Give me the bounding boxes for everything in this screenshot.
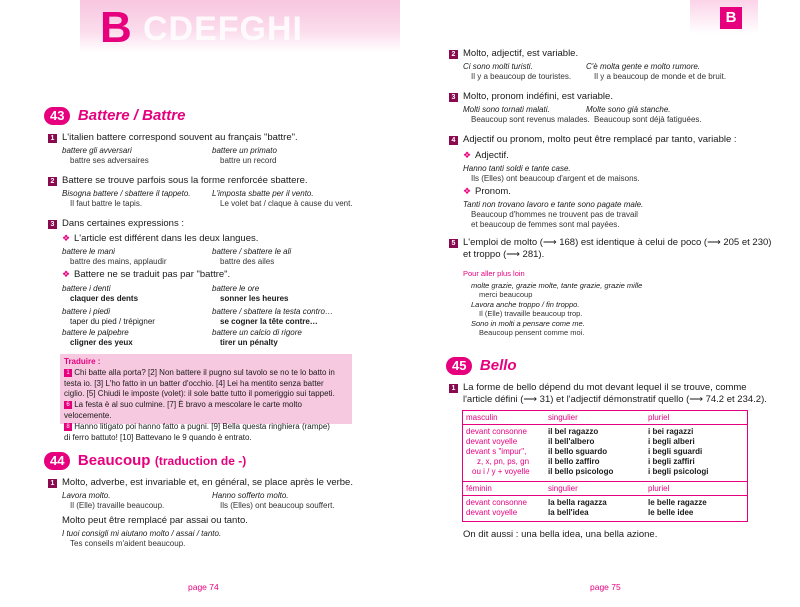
- example-french: taper du pied / trépigner: [70, 317, 155, 326]
- point-text: Molto, adverbe, est invariable et, en général, se place après le verbe.: [62, 477, 353, 488]
- also-said-text: On dit aussi : una bella idea, una bella azione.: [463, 529, 658, 540]
- table-cell: ou i / y + voyelle: [472, 467, 530, 476]
- table-cell: il bel ragazzo: [548, 427, 599, 436]
- example-italian: battere le ore: [212, 284, 260, 293]
- sub-point-text: Battere ne se traduit pas par "battre".: [74, 269, 231, 280]
- point-text: Molto, adjectif, est variable.: [463, 48, 579, 59]
- example-italian: battere / sbattere la testa contro…: [212, 307, 333, 316]
- sub-point-text: Adjectif.: [475, 150, 509, 161]
- section-number: 44: [44, 452, 70, 470]
- point-text: Dans certaines expressions :: [62, 218, 184, 229]
- table-cell: i begli zaffiri: [648, 457, 695, 466]
- example-italian: C'è molta gente e molto rumore.: [586, 62, 701, 71]
- example-italian: battere i denti: [62, 284, 111, 293]
- example-french: tirer un pénalty: [220, 338, 278, 347]
- point-number: 1: [48, 479, 57, 488]
- example-french: Ils (Elles) ont beaucoup d'argent et de maisons.: [471, 174, 640, 183]
- example-french: Tes conseils m'aident beaucoup.: [70, 539, 186, 548]
- exercise-title: Traduire :: [64, 357, 101, 366]
- example-french: se cogner la tête contre…: [220, 317, 318, 326]
- table-cell: la bell'idea: [548, 508, 589, 517]
- example-italian: Ci sono molti turisti.: [463, 62, 533, 71]
- example-italian: Molti sono tornati malati.: [463, 105, 550, 114]
- table-cell: il bello sguardo: [548, 447, 608, 456]
- section-title: Beaucoup: [77, 452, 151, 469]
- table-cell: i begli psicologi: [648, 467, 709, 476]
- section-title: Battere / Battre: [77, 107, 186, 124]
- example-french: Il faut battre le tapis.: [70, 199, 143, 208]
- example-italian: L'imposta sbatte per il vento.: [212, 189, 314, 198]
- example-french: Il y a beaucoup de touristes.: [471, 72, 572, 81]
- table-divider: [463, 424, 747, 425]
- table-cell: i bei ragazzi: [648, 427, 694, 436]
- diamond-bullet-icon: ❖: [62, 269, 71, 279]
- point-text: Molto peut être remplacé par assai ou tanto.: [62, 515, 248, 526]
- example-italian: Hanno tanti soldi e tante case.: [463, 164, 571, 173]
- table-cell: i begli sguardi: [648, 447, 703, 456]
- header-letters: CDEFGHI: [143, 10, 303, 48]
- point-number: 1: [449, 384, 458, 393]
- point-number: 1: [48, 134, 57, 143]
- table-cell: il bell'albero: [548, 437, 595, 446]
- point-number: 2: [449, 50, 458, 59]
- table-cell: il bello psicologo: [548, 467, 614, 476]
- exercise-line: di ferro battuto! [10] Battevano le 9 quando è entrato.: [64, 432, 252, 442]
- example-french: sonner les heures: [220, 294, 289, 303]
- point-text: Molto, pronom indéfini, est variable.: [463, 91, 613, 102]
- example-italian: Hanno sofferto molto.: [212, 491, 289, 500]
- example-french: Beaucoup pensent comme moi.: [479, 328, 585, 337]
- example-italian: battere / sbattere le ali: [212, 247, 292, 256]
- exercise-box: [60, 354, 352, 442]
- table-cell: devant voyelle: [466, 508, 518, 517]
- example-french: Il y a beaucoup de monde et de bruit.: [594, 72, 727, 81]
- table-cell: devant consonne: [466, 498, 527, 507]
- point-text: l'article défini (⟶ 31) et l'adjectif démonstratif quello (⟶ 74.2 et 234.2).: [463, 394, 767, 405]
- exercise-line: ciglio. [5] Chiudi le imposte (volet): il sole batte tutto il pomeriggio sui tappeti.: [64, 389, 335, 399]
- point-text: Battere se trouve parfois sous la forme renforcée sbattere.: [62, 175, 308, 186]
- section-43-header: [44, 107, 185, 126]
- example-italian: Tanti non trovano lavoro e tante sono pagate male.: [463, 200, 644, 209]
- example-italian: battere un primato: [212, 146, 277, 155]
- exercise-line: Hanno litigato poi hanno fatto a pugni. [9] Bella questa ringhiera (rampe): [74, 421, 330, 431]
- example-french: merci beaucoup: [479, 290, 533, 299]
- diamond-bullet-icon: ❖: [463, 186, 472, 196]
- point-text: L'emploi de molto (⟶ 168) est identique à celui de poco (⟶ 205 et 230): [463, 237, 772, 248]
- example-french: Ils (Elles) ont beaucoup souffert.: [220, 501, 335, 510]
- example-italian: molte grazie, grazie molte, tante grazie, grazie mille: [471, 281, 643, 290]
- point-text: L'italien battere correspond souvent au français "battre".: [62, 132, 298, 143]
- exercise-number: 8: [64, 423, 72, 431]
- point-number: 3: [449, 93, 458, 102]
- example-french: Le volet bat / claque à cause du vent.: [220, 199, 353, 208]
- example-french: Il (Elle) travaille beaucoup trop.: [479, 309, 583, 318]
- example-italian: battere un calcio di rigore: [212, 328, 302, 337]
- page-number-left: page 74: [188, 582, 219, 592]
- section-45-header: [446, 357, 517, 376]
- example-italian: battere gli avversari: [62, 146, 132, 155]
- example-italian: Bisogna battere / sbattere il tappeto.: [62, 189, 191, 198]
- page-number-right: page 75: [590, 582, 621, 592]
- diamond-bullet-icon: ❖: [463, 150, 472, 160]
- table-cell: i begli alberi: [648, 437, 695, 446]
- example-french: battre des ailes: [220, 257, 275, 266]
- example-italian: I tuoi consigli mi aiutano molto / assai / tanto.: [62, 529, 222, 538]
- table-cell: la bella ragazza: [548, 498, 607, 507]
- point-text: La forme de bello dépend du mot devant lequel il se trouve, comme: [463, 382, 747, 393]
- example-italian: Lavora anche troppo / fin troppo.: [471, 300, 580, 309]
- table-cell: le belle idee: [648, 508, 694, 517]
- header-letter-b: B: [100, 3, 132, 52]
- example-french: Beaucoup d'hommes ne trouvent pas de travail: [471, 210, 638, 219]
- point-text: Adjectif ou pronom, molto peut être remplacé par tanto, variable :: [463, 134, 737, 145]
- example-italian: Sono in molti a pensare come me.: [471, 319, 585, 328]
- further-title: Pour aller plus loin: [463, 269, 525, 278]
- point-text: et troppo (⟶ 281).: [463, 249, 545, 260]
- example-italian: battere le palpebre: [62, 328, 129, 337]
- table-cell: le belle ragazze: [648, 498, 707, 507]
- example-french: battre ses adversaires: [70, 156, 149, 165]
- exercise-line: Chi batte alla porta? [2] Non battere il pugno sul tavolo se no te lo batto in: [74, 367, 335, 377]
- table-cell: z, x, pn, ps, gn: [477, 457, 530, 466]
- table-header: singulier: [548, 413, 578, 422]
- example-french: Beaucoup sont revenus malades.: [471, 115, 590, 124]
- table-header: masculin: [466, 413, 498, 422]
- table-cell: devant voyelle: [466, 437, 518, 446]
- table-cell: devant s "impur",: [466, 447, 527, 456]
- section-subtitle: (traduction de -): [154, 454, 247, 468]
- section-title: Bello: [479, 357, 517, 374]
- exercise-number: 6: [64, 401, 72, 409]
- point-number: 5: [449, 239, 458, 248]
- point-number: 4: [449, 136, 458, 145]
- table-divider: [463, 495, 747, 496]
- section-number: 45: [446, 357, 472, 375]
- example-italian: Molte sono già stanche.: [586, 105, 671, 114]
- example-italian: battere i piedi: [62, 307, 111, 316]
- example-italian: Lavora molto.: [62, 491, 111, 500]
- table-header: pluriel: [648, 413, 670, 422]
- point-number: 2: [48, 177, 57, 186]
- point-number: 3: [48, 220, 57, 229]
- sub-point-text: Pronom.: [475, 186, 511, 197]
- section-number: 43: [44, 107, 70, 125]
- sub-point-text: L'article est différent dans les deux langues.: [74, 233, 259, 244]
- example-french: battre un record: [220, 156, 277, 165]
- example-italian: battere le mani: [62, 247, 115, 256]
- example-french: claquer des dents: [70, 294, 139, 303]
- example-french: Beaucoup sont déjà fatiguées.: [594, 115, 702, 124]
- example-french: et beaucoup de femmes sont mal payées.: [471, 220, 620, 229]
- section-44-header: [44, 452, 246, 471]
- letter-tab[interactable]: B: [720, 7, 742, 29]
- table-divider: [463, 481, 747, 482]
- bello-table: [462, 410, 748, 522]
- exercise-line: La festa è al suo culmine. [7] È bravo a mescolare le carte molto velocemente.: [64, 400, 302, 420]
- exercise-line: testa io. [3] L'ho fatto in un batter d'occhio. [4] Lei ha mentito senza batter: [64, 378, 324, 388]
- example-french: battre des mains, applaudir: [70, 257, 167, 266]
- table-header: singulier: [548, 484, 578, 493]
- table-header: féminin: [466, 484, 492, 493]
- example-french: cligner des yeux: [70, 338, 133, 347]
- table-header: pluriel: [648, 484, 670, 493]
- table-cell: devant consonne: [466, 427, 527, 436]
- diamond-bullet-icon: ❖: [62, 233, 71, 243]
- example-french: Il (Elle) travaille beaucoup.: [70, 501, 165, 510]
- exercise-number: 1: [64, 369, 72, 377]
- table-cell: il bello zaffiro: [548, 457, 600, 466]
